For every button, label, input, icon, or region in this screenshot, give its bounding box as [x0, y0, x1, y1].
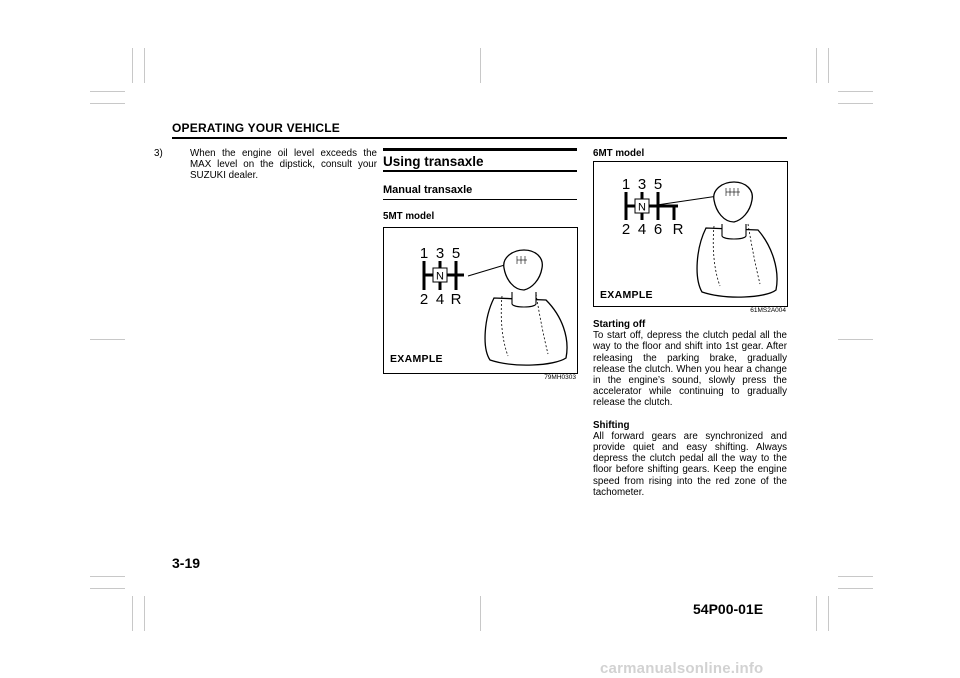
gear-label: 3: [435, 245, 445, 262]
model-label-5mt: 5MT model: [383, 211, 435, 223]
crop-mark: [828, 596, 829, 631]
header-rule: [172, 137, 787, 139]
gear-label: R: [672, 221, 684, 238]
watermark: carmanualsonline.info: [600, 660, 764, 677]
example-label: EXAMPLE: [600, 289, 653, 301]
crop-mark: [144, 596, 145, 631]
crop-mark: [480, 596, 481, 631]
shift-knob-icon: [714, 182, 753, 222]
subsection-rule: [383, 199, 577, 200]
crop-mark: [132, 596, 133, 631]
gear-label: 1: [621, 176, 631, 193]
figure-code: 61MS2A004: [750, 307, 786, 314]
gear-label: 5: [653, 176, 663, 193]
shift-boot-icon: [485, 298, 567, 365]
crop-mark: [838, 91, 873, 92]
gear-label: 6: [653, 221, 663, 238]
column-3-text: [593, 319, 787, 498]
crop-mark: [480, 48, 481, 83]
crop-mark: [144, 48, 145, 83]
page-number: 3-19: [172, 555, 201, 571]
crop-mark: [838, 576, 873, 577]
section-title: Using transaxle: [383, 154, 484, 169]
section-header: OPERATING YOUR VEHICLE: [172, 121, 340, 135]
crop-mark: [90, 103, 125, 104]
column-2: [383, 148, 577, 223]
shift-knob-illustration: [594, 162, 787, 306]
shift-knob-illustration: [384, 228, 577, 373]
crop-mark: [816, 596, 817, 631]
shifting-paragraph: All forward gears are synchronized and provide quiet and easy shifting. Always depress the clutch pedal all the way to the floor before shifting gears. Keep the engine speed from rising into the red zone of the tachometer.: [593, 430, 787, 498]
list-item: [154, 148, 377, 182]
crop-mark: [90, 576, 125, 577]
gear-label: 4: [637, 221, 647, 238]
starting-off-paragraph: To start off, depress the clutch pedal all the way to the floor and shift into 1st gear. After releasing the parking brake, gradually release the clutch. When you hear a change in the engine’s sound, slowly press the accelerator while continuing to gradually release the clutch.: [593, 330, 787, 409]
crop-mark: [816, 48, 817, 83]
crop-mark: [838, 103, 873, 104]
gear-label: 2: [419, 291, 429, 308]
shifting-heading: Shifting: [593, 419, 630, 431]
crop-mark: [90, 91, 125, 92]
gear-label: R: [450, 291, 462, 308]
gear-label: 1: [419, 245, 429, 262]
gear-label: 4: [435, 291, 445, 308]
subsection-title: Manual transaxle: [383, 184, 473, 197]
title-rule-bottom: [383, 170, 577, 172]
crop-mark: [90, 588, 125, 589]
crop-mark: [828, 48, 829, 83]
shift-pattern-figure-6mt: [593, 161, 788, 307]
title-rule: [383, 148, 577, 151]
shift-knob-icon: [504, 250, 543, 290]
starting-off-heading: Starting off: [593, 319, 646, 330]
neutral-label: N: [638, 201, 646, 214]
column-1: [154, 148, 377, 182]
list-item-text: When the engine oil level exceeds the MAX level on the dipstick, consult your SUZUKI dealer.: [190, 148, 377, 182]
crop-mark: [838, 339, 873, 340]
document-code: 54P00-01E: [693, 601, 764, 617]
example-label: EXAMPLE: [390, 353, 443, 365]
leader-line: [468, 264, 508, 276]
leader-line: [650, 196, 718, 206]
column-3: [593, 148, 787, 159]
crop-mark: [132, 48, 133, 83]
gear-label: 3: [637, 176, 647, 193]
gear-label: 2: [621, 221, 631, 238]
gear-label: 5: [451, 245, 461, 262]
shift-pattern-figure-5mt: [383, 227, 578, 374]
list-item-number: 3): [154, 148, 163, 159]
figure-code: 79MH0303: [544, 374, 576, 381]
crop-mark: [838, 588, 873, 589]
neutral-label: N: [436, 270, 444, 283]
model-label-6mt: 6MT model: [593, 148, 645, 159]
crop-mark: [90, 339, 125, 340]
